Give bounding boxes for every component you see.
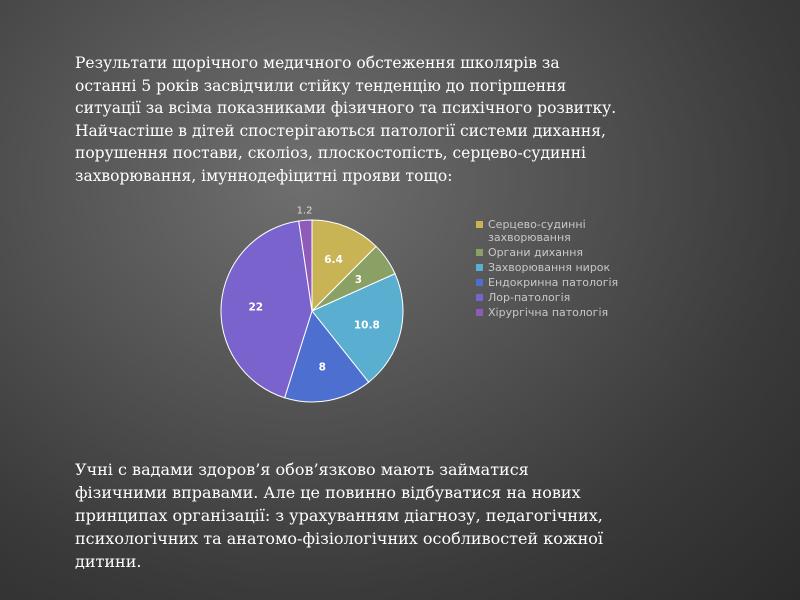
legend-item — [476, 218, 656, 244]
slice-data-label: 3 — [354, 273, 363, 286]
conclusion-paragraph: Учні с вадами здоров’я обов’язково мають займатися фізичними вправами. Але це повинно відбуватися на нових принципах організації: з урахуванням діагнозу, педагогічних, психологічних та анатомо-фізіологічних особливостей кожної дитини. — [75, 460, 603, 571]
legend-label: Органи дихання — [488, 246, 584, 259]
legend-swatch — [476, 309, 483, 316]
legend-label: Ендокринна патологія — [488, 276, 619, 289]
legend-label: Серцево-судинні захворювання — [488, 218, 586, 244]
legend-swatch — [476, 264, 483, 271]
slice-data-label: 8 — [318, 361, 326, 374]
slice-data-label: 1.2 — [296, 205, 313, 217]
legend-swatch — [476, 221, 483, 228]
pie-chart — [200, 195, 460, 415]
chart-legend — [476, 218, 656, 321]
slice-data-label: 6.4 — [324, 253, 343, 266]
legend-label: Захворювання нирок — [488, 261, 611, 274]
legend-item — [476, 261, 656, 274]
intro-paragraph: Результати щорічного медичного обстеження школярів за останні 5 років засвідчили стійку тенденцію до погіршення ситуації за всіма показниками фізичного та психічного розвитку. Найчастіше в дітей спостерігаються патології системи дихання, порушення постави, сколіоз, плоскостопість, серцево-судинні захворювання, імуннодефіцитні прояви тощо: — [75, 54, 617, 185]
legend-item — [476, 276, 656, 289]
legend-swatch — [476, 294, 483, 301]
legend-swatch — [476, 249, 483, 256]
legend-item — [476, 246, 656, 259]
legend-label: Лор-патологія — [488, 291, 571, 304]
slice-data-label: 22 — [248, 301, 264, 314]
legend-label: Хірургічна патологія — [488, 306, 609, 319]
legend-swatch — [476, 279, 483, 286]
legend-item — [476, 306, 656, 319]
legend-item — [476, 291, 656, 304]
slice-data-label: 10.8 — [353, 319, 380, 332]
